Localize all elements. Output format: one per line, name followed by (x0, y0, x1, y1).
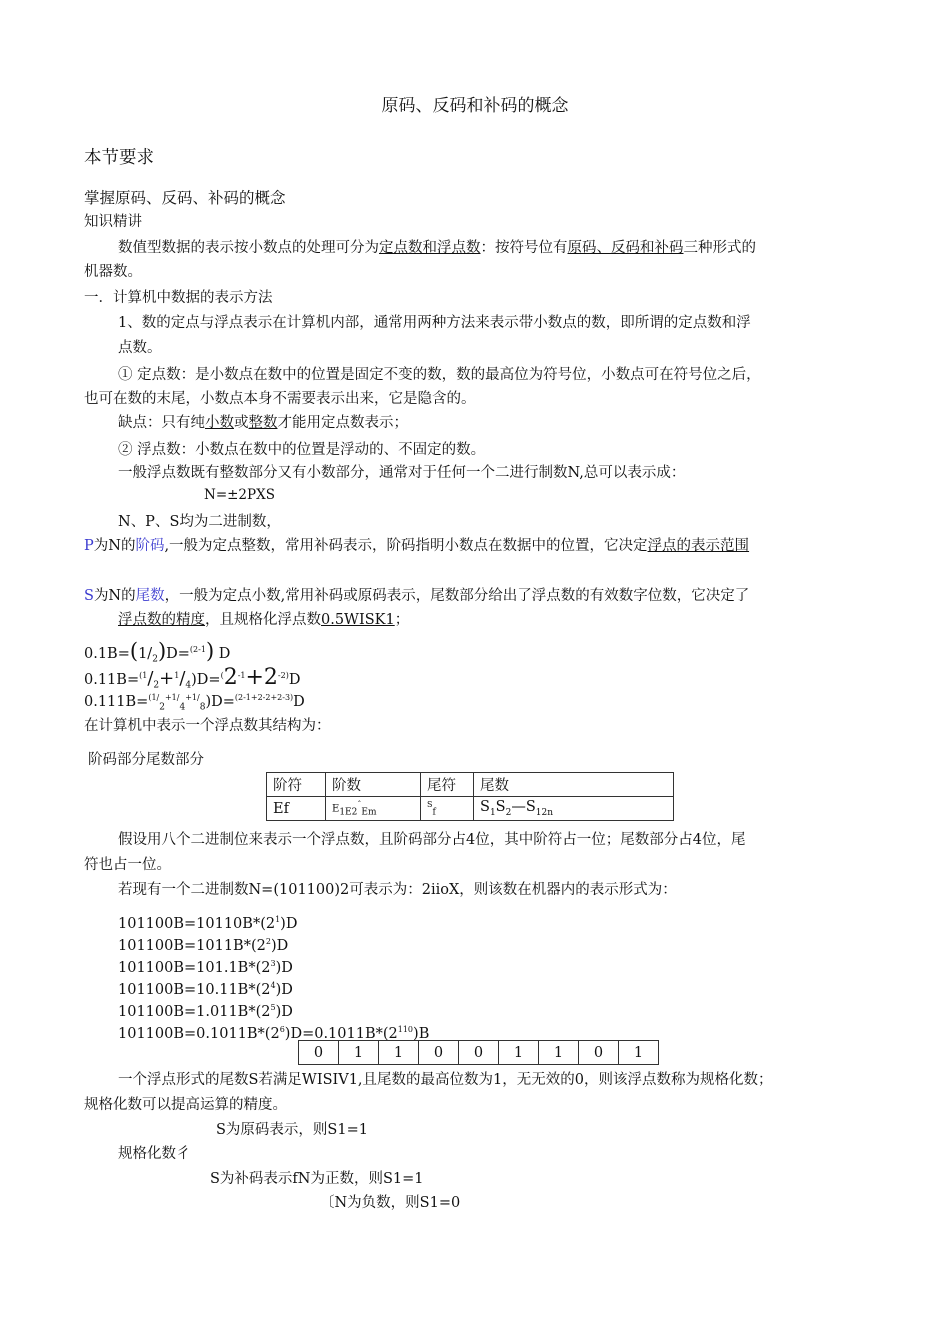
shift-equation-2 (118, 932, 288, 956)
eq1-paren-close: ) (157, 638, 167, 663)
eq2-den-1: 2 (153, 680, 160, 691)
eq3-equals: )D= (205, 693, 235, 710)
defect-text-1: 缺点：只有纯 (118, 415, 205, 431)
exponent-line (84, 536, 749, 556)
eq2-lhs: 0.11B= (84, 671, 140, 688)
eq1-denominator: 2 (152, 654, 158, 665)
intro-paragraph (118, 238, 756, 258)
eqs-4-end: )D (275, 1003, 293, 1020)
s-complement-code: S为补码表示fN为正数，则S1=1 (210, 1171, 424, 1187)
eq2-plus-base: +2 (245, 664, 278, 690)
s1: S (480, 799, 490, 816)
eq3-den-1: 2 (159, 702, 165, 713)
p1-line-2: 点数。 (118, 340, 162, 356)
general-float-line: 一般浮点数既有整数部分又有小数部分，通常对于任何一个二进行制数N,总可以表示成： (118, 465, 686, 481)
float-formula: N=±2PXS (204, 487, 275, 503)
e2-sub: 2 (351, 807, 358, 818)
defect-text-2: 或 (234, 415, 249, 431)
parts-label: 阶码部分尾数部分 (88, 752, 204, 768)
float-definition: ② 浮点数：小数点在数中的位置是浮动的、不固定的数。 (118, 442, 486, 458)
format-header-row (267, 773, 674, 797)
bit-cell: 1 (619, 1041, 659, 1065)
p1-line-1: 1、数的定点与浮点表示在计算机内部，通常用两种方法来表示带小数点的数，即所谓的定点数和浮 (118, 315, 751, 331)
intro-line-2: 机器数。 (84, 264, 142, 280)
eq3-den-2: 4 (179, 702, 186, 713)
bit-cell: 1 (499, 1041, 539, 1065)
s2: S (495, 799, 506, 816)
bit-cell: 1 (379, 1041, 419, 1065)
knowledge-heading: 知识精讲 (84, 214, 142, 230)
mantissa-text-3: ，且规格化浮点数 (205, 612, 321, 628)
e2: E (345, 807, 352, 818)
header-mantissa-sign: 尾符 (421, 773, 474, 797)
bit-cell: 0 (579, 1041, 619, 1065)
eq3-num-2: +1/ (164, 693, 180, 702)
eq2-plus: + (159, 667, 175, 689)
defect-decimal: 小数 (205, 415, 234, 431)
e1: E (332, 803, 340, 815)
eq3-suffix: D (293, 693, 305, 710)
eqs-2-sup: 3 (270, 959, 276, 968)
sn-sub: 12n (535, 807, 554, 818)
defect-line (118, 413, 408, 433)
shift-equation-5 (118, 998, 293, 1022)
sf-sub: f (432, 807, 436, 818)
eq2-slash-2: / (179, 667, 186, 689)
sn: —S (511, 799, 536, 816)
mantissa-text-4: ； (394, 612, 410, 628)
eq1-paren-open: ( (129, 638, 139, 663)
eq2-slash: / (147, 667, 154, 689)
eq2-base: 2 (223, 664, 238, 690)
eqs-5-mid: )D=0.1011B*(2 (284, 1025, 398, 1042)
normalized-label: 规格化数彳 (118, 1146, 191, 1162)
s-symbol: S (84, 588, 94, 604)
intro-text-2: ：按符号位有 (480, 240, 568, 256)
equation-3 (84, 688, 305, 718)
example-line: 若现有一个二进制数N=(101100)2可表示为：2iioX，则该数在机器内的表示形式为： (118, 882, 677, 898)
normalized-line-2: 规格化数可以提高运算的精度。 (84, 1097, 287, 1113)
fixed-point-line-1: ① 定点数：是小数点在数中的位置是固定不变的数，数的最高位为符号位，小数点可在符号位之后， (118, 367, 761, 383)
eqs-0-text: 101100B=10110B*(2 (118, 915, 276, 932)
eq1-lhs: 0.1B= (84, 645, 130, 662)
eq2-equals: )D= (191, 671, 221, 688)
eq2-den-2: 4 (185, 680, 192, 691)
bit-cell: 0 (459, 1041, 499, 1065)
defect-text-3: 才能用定点数表示； (277, 415, 408, 431)
eqs-0-sup: 1 (275, 915, 281, 924)
cell-s-digits (474, 797, 674, 821)
bit-row (299, 1041, 659, 1065)
normalized-line-1: 一个浮点形式的尾数S若满足WISIV1,且尾数的最高位数为1，无无效的0，则该浮点数称为规格化数； (118, 1072, 773, 1088)
shift-equation-3 (118, 954, 293, 978)
eq2-paren: (1 (139, 671, 148, 680)
eq1-power: (2-1 (189, 645, 206, 654)
eqs-3-sup: 4 (270, 981, 276, 990)
bit-pattern-table (298, 1040, 659, 1065)
cell-sf (421, 797, 474, 821)
eqs-2-end: )D (275, 959, 293, 976)
p-symbol: P (84, 538, 94, 554)
eq2-exp-1: -1 (237, 671, 246, 680)
eqs-3-end: )D (275, 981, 293, 998)
s2-sub: 2 (505, 807, 512, 818)
exponent-text-2: ,一般为定点整数，常用补码表示，阶码指明小数点在数据中的位置，它决定 (164, 538, 648, 554)
bit-cell: 0 (419, 1041, 459, 1065)
eq2-suffix: D (288, 671, 301, 688)
intro-text-3: 三种形式的 (683, 240, 756, 256)
defect-integer: 整数 (248, 415, 278, 431)
mantissa-term: 尾数 (135, 588, 165, 604)
header-exp-sign: 阶符 (267, 773, 326, 797)
requirement-heading: 掌握原码、反码、补码的概念 (84, 189, 286, 207)
bit-cell: 0 (299, 1041, 339, 1065)
structure-intro: 在计算机中表示一个浮点数其结构为： (84, 718, 331, 734)
header-exp-digits: 阶数 (326, 773, 421, 797)
s-original-code: S为原码表示，则S1=1 (216, 1122, 368, 1138)
exponent-text-1: 为N的 (93, 538, 136, 554)
eqs-0-end: )D (280, 915, 298, 932)
assume-line-1: 假设用八个二进制位来表示一个浮点数，且阶码部分占4位，其中阶符占一位；尾数部分占4位，尾 (118, 832, 746, 848)
eq3-powers: (2-1+2-2+2-3) (234, 693, 294, 702)
part1-heading: 一．计算机中数据的表示方法 (84, 290, 273, 306)
eqs-4-sup: 5 (270, 1003, 276, 1012)
eqs-4-text: 101100B=1.011B*(2 (118, 1003, 271, 1020)
intro-text-1: 数值型数据的表示按小数点的处理可分为 (118, 240, 379, 256)
exponent-range: 浮点的表示范围 (647, 538, 750, 554)
mantissa-line-2 (118, 610, 409, 630)
e1-sub: 1 (339, 807, 346, 818)
s1-sub: 1 (489, 807, 496, 818)
s-negative-case: 〔N为负数，则S1=0 (320, 1195, 461, 1211)
eq3-den-3: 8 (199, 702, 206, 713)
eq3-num-1: (1/ (148, 693, 160, 702)
eq2-exp-2: -2) (277, 671, 289, 680)
sf: S (427, 799, 433, 809)
mantissa-line (84, 586, 749, 606)
intro-codes-link: 原码、反码和补码 (567, 240, 684, 256)
eq1-frac: 1/ (138, 645, 153, 662)
mantissa-precision: 浮点数的精度 (118, 612, 205, 628)
eq3-lhs: 0.111B= (84, 693, 149, 710)
cell-ef: Ef (267, 797, 326, 821)
eq2-num-2: 1 (174, 671, 180, 680)
eq1-suffix: D (218, 645, 231, 662)
eqs-5-end: )B (413, 1025, 430, 1042)
eq2-paren-2: ( (220, 671, 224, 680)
nps-line: N、P、S均为二进制数， (118, 514, 281, 530)
eqs-1-text: 101100B=1011B*(2 (118, 937, 266, 954)
eqs-2-text: 101100B=101.1B*(2 (118, 959, 271, 976)
format-value-row (267, 797, 674, 821)
eq3-num-3: +1/ (185, 693, 200, 702)
eq1-paren-close-2: ) (205, 638, 215, 663)
assume-line-2: 符也占一位。 (84, 857, 171, 873)
mantissa-text-1: 为N的 (93, 588, 136, 604)
eqs-5-sup: 6 (279, 1025, 285, 1034)
em: E (361, 807, 368, 818)
eqs-5-sup2: 110 (397, 1025, 414, 1034)
em-sub: m (367, 807, 377, 818)
section-heading: 本节要求 (84, 148, 154, 168)
exponent-term: 阶码 (135, 538, 165, 554)
document-title: 原码、反码和补码的概念 (381, 96, 569, 116)
bit-cell: 1 (539, 1041, 579, 1065)
float-format-table (266, 772, 674, 821)
shift-equation-4 (118, 976, 293, 1000)
eqs-3-text: 101100B=10.11B*(2 (118, 981, 271, 998)
eqs-1-sup: 2 (265, 937, 271, 946)
header-mantissa-digits: 尾数 (474, 773, 674, 797)
cell-e-digits (326, 797, 421, 821)
mantissa-text-2: ，一般为定点小数,常用补码或原码表示，尾数部分给出了浮点数的有效数字位数，它决定了 (164, 588, 750, 604)
eq1-equals: D= (166, 645, 190, 662)
eqs-1-end: )D (270, 937, 289, 954)
shift-equation-1 (118, 910, 297, 934)
mantissa-range: 0.5WISK1 (321, 612, 395, 628)
eqs-5-text: 101100B=0.1011B*(2 (118, 1025, 280, 1042)
intro-fixed-float-link: 定点数和浮点数 (379, 240, 481, 256)
caret: ˆ (357, 799, 362, 809)
bit-cell: 1 (339, 1041, 379, 1065)
fixed-point-line-2: 也可在数的末尾，小数点本身不需要表示出来，它是隐含的。 (84, 391, 476, 407)
